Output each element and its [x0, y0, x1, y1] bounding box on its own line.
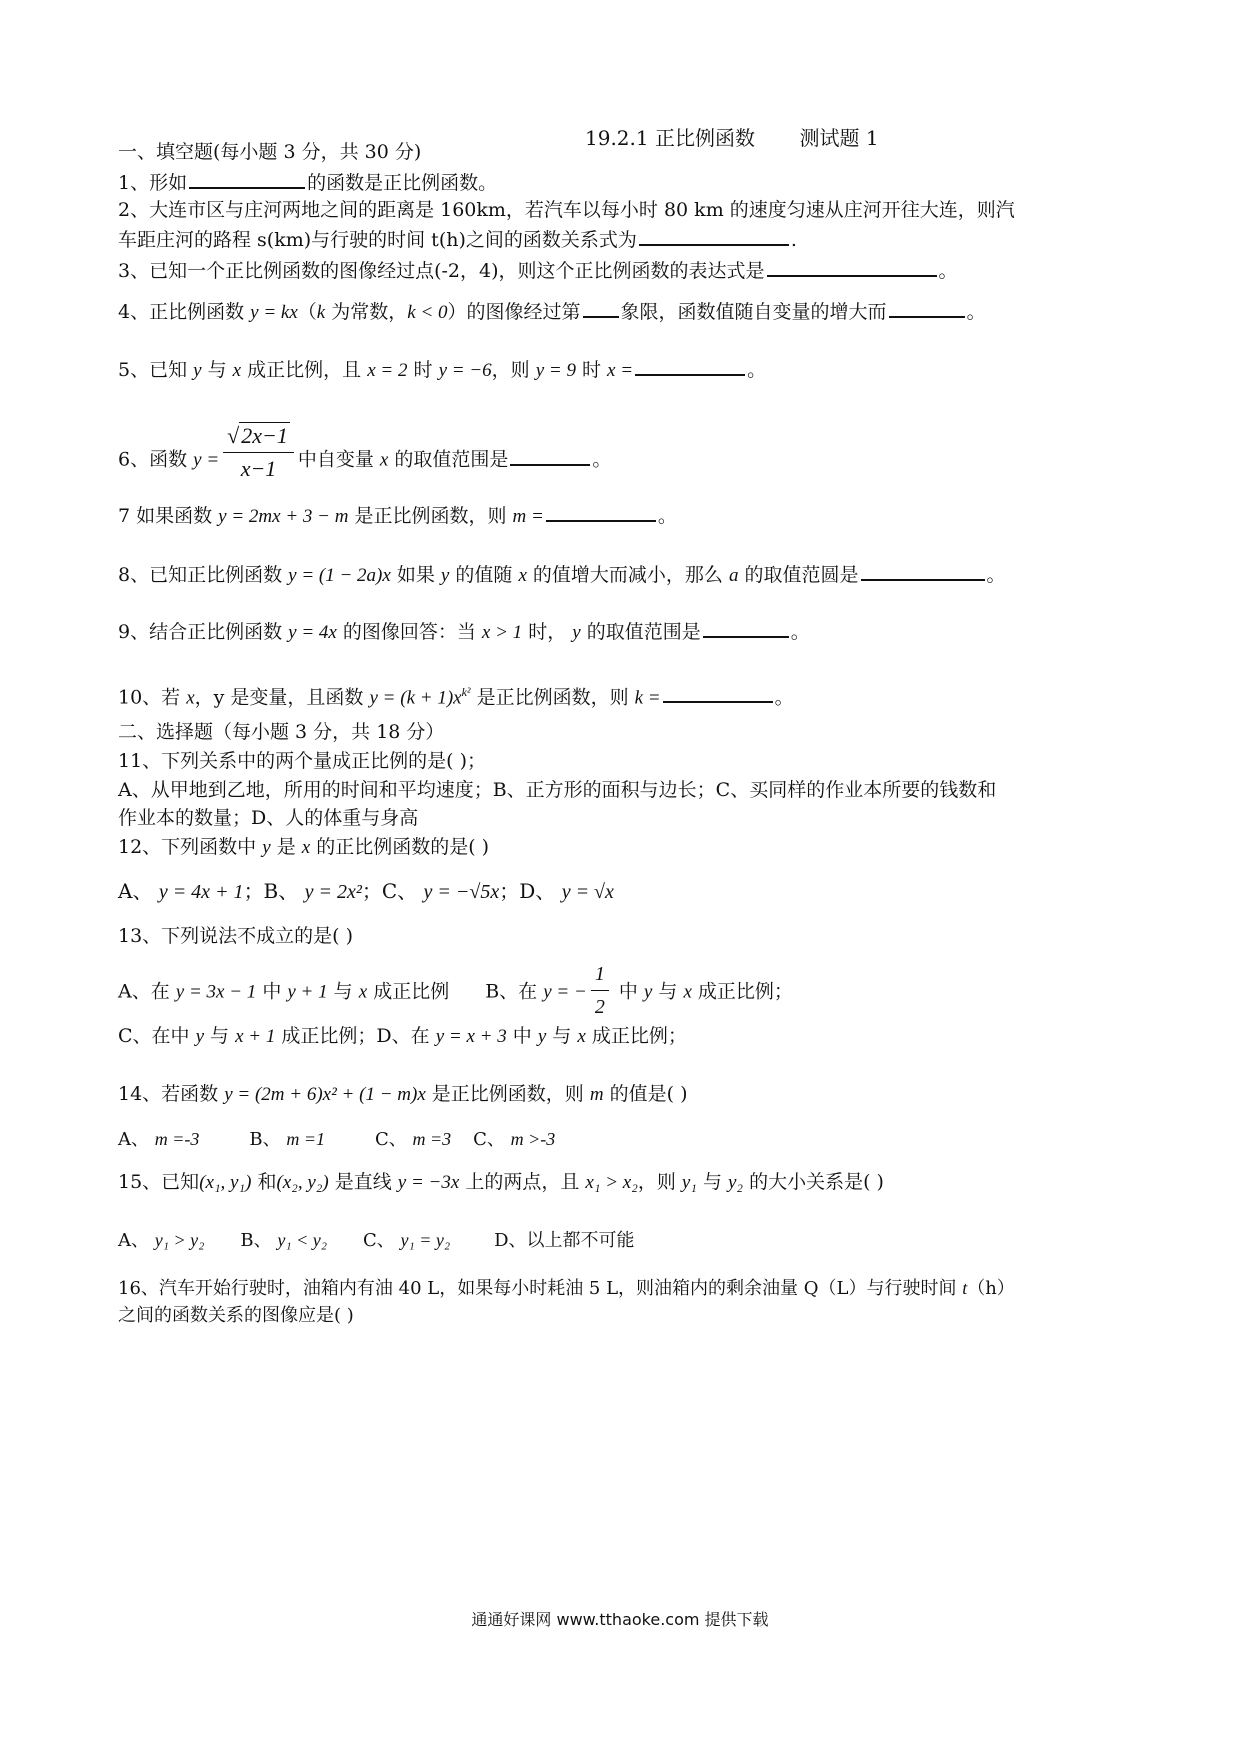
answer-blank	[639, 224, 789, 246]
question-4: 4、正比例函数 y = kx（k 为常数，k < 0）的图像经过第 象限，函数值随自变量的增大而 。	[118, 296, 1128, 327]
question-13-options-a-b: A、在 y = 3x − 1 中 y + 1 与 x 成正比例 B、在 y = − $\frac{1}{2}$ 中 y 与 x 成正比例；	[118, 962, 1128, 1023]
question-15-options: A、 y₁ > y₂ B、 y₁ < y₂ C、 y₁ = y₂ D、以上都不可能	[118, 1230, 635, 1251]
footer-source: 通通好课网 www.tthaoke.com 提供下载	[471, 1610, 769, 1629]
question-16-line-2: 之间的函数关系的图像应是( )	[118, 1305, 354, 1326]
question-11-stem: 11、下列关系中的两个量成正比例的是( )；	[118, 750, 487, 772]
answer-blank	[767, 255, 937, 277]
answer-blank	[889, 296, 965, 318]
question-16-line-1: 16、汽车开始行驶时，油箱内有油 40 L，如果每小时耗油 5 L，则油箱内的剩余油量 Q（L）与行驶时间 t（h）	[118, 1278, 1015, 1299]
question-12-options: A、 y = 4x + 1；B、 y = 2x²；C、 y = −√5x；D、 y = √x	[118, 879, 614, 903]
answer-blank	[635, 354, 745, 376]
question-9: 9、结合正比例函数 y = 4x 的图像回答：当 x > 1 时， y 的取值范围是 。	[118, 616, 1128, 647]
answer-blank	[663, 681, 773, 703]
answer-blank	[546, 500, 656, 522]
section-heading-multiple-choice: 二、选择题（每小题 3 分，共 18 分）	[118, 721, 445, 743]
fraction: $\frac{√2x-1}{x-1}$	[223, 422, 294, 483]
question-6: 6、函数 y = $\frac{√2x-1}{x-1}$ 中自变量 x 的取值范围是 。	[118, 423, 612, 481]
question-11-options-line-2: 作业本的数量；D、人的体重与身高	[118, 807, 419, 829]
fraction: $\frac{1}{2}$	[591, 960, 609, 1021]
question-1: 1、形如 的函数是正比例函数。	[118, 167, 1128, 197]
page-title: 19.2.1 正比例函数 测试题 1	[585, 126, 879, 150]
section-heading-fill-in: 一、填空题(每小题 3 分，共 30 分)	[118, 141, 422, 163]
question-11-options-line-1: A、从甲地到乙地，所用的时间和平均速度；B、正方形的面积与边长；C、买同样的作业本所要的钱数和	[118, 779, 997, 801]
question-2-line-2: 车距庄河的路程 s(km)与行驶的时间 t(h)之间的函数关系式为 .	[118, 224, 1128, 254]
question-14-stem: 14、若函数 y = (2m + 6)x² + (1 − m)x 是正比例函数，则 m 的值是( )	[118, 1083, 688, 1105]
answer-blank	[583, 296, 619, 318]
question-5: 5、已知 y 与 x 成正比例，且 x = 2 时 y = −6，则 y = 9 时 x = 。	[118, 354, 1128, 385]
question-14-options: A、 m =-3 B、 m =1 C、 m =3 C、 m >-3	[118, 1129, 556, 1150]
question-3: 3、已知一个正比例函数的图像经过点(-2，4)，则这个正比例函数的表达式是 。	[118, 255, 1128, 285]
answer-blank	[703, 616, 789, 638]
question-8: 8、已知正比例函数 y = (1 − 2a)x 如果 y 的值随 x 的值增大而减小，那么 a 的取值范圆是 。	[118, 559, 1128, 590]
answer-blank	[189, 167, 305, 189]
question-7: 7 如果函数 y = 2mx + 3 − m 是正比例函数，则 m = 。	[118, 500, 1128, 531]
question-2-line-1: 2、大连市区与庄河两地之间的距离是 160km，若汽车以每小时 80 km 的速度匀速从庄河开往大连，则汽	[118, 199, 1015, 221]
answer-blank	[510, 444, 590, 466]
question-13-stem: 13、下列说法不成立的是( )	[118, 925, 354, 947]
question-12-stem: 12、下列函数中 y 是 x 的正比例函数的是( )	[118, 836, 490, 858]
question-13-options-c-d: C、在中 y 与 x + 1 成正比例；D、在 y = x + 3 中 y 与 x 成正比例；	[118, 1025, 687, 1047]
answer-blank	[861, 559, 985, 581]
question-15-stem: 15、已知(x₁, y₁) 和(x₂, y₂) 是直线 y = −3x 上的两点，且 x₁ > x₂，则 y₁ 与 y₂ 的大小关系是( )	[118, 1171, 884, 1193]
question-10: 10、若 x，y 是变量，且函数 $y = (k + 1)x^{k^2}$ 是正比例函数，则 k = 。	[118, 678, 1128, 712]
